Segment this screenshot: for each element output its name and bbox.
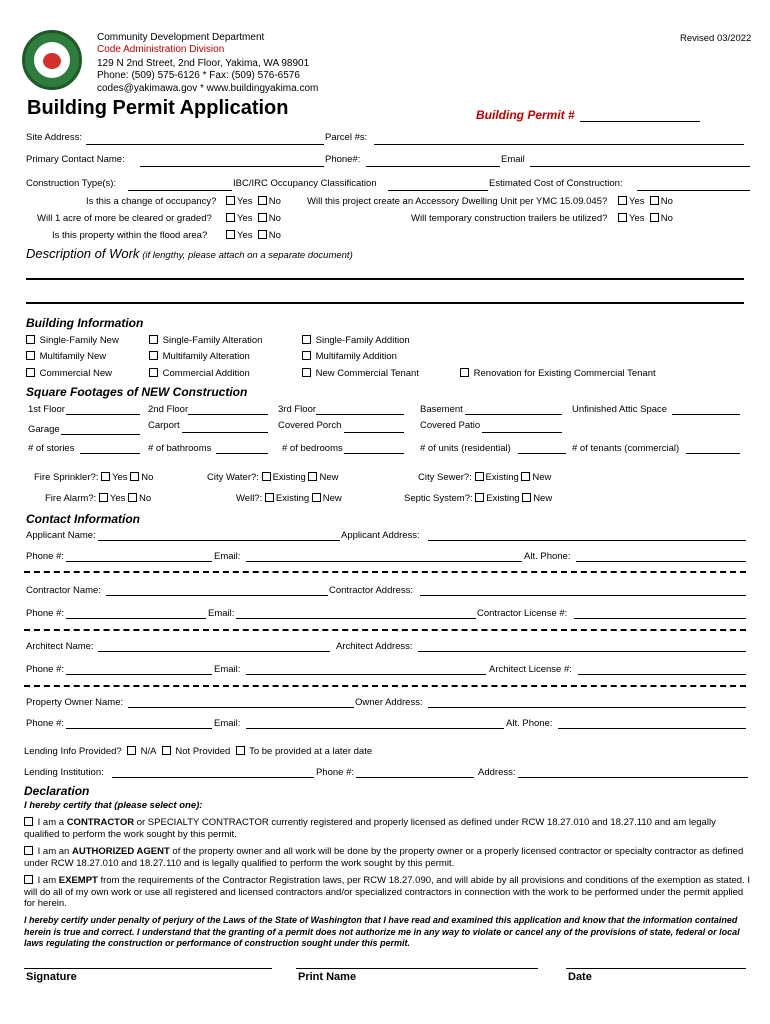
option-commercial-addition[interactable]: [149, 368, 250, 379]
contractor-checkbox[interactable]: [24, 817, 33, 826]
city-seal: [22, 30, 82, 90]
owner-name-field[interactable]: [128, 707, 354, 708]
description-line-1[interactable]: [26, 278, 744, 280]
trailers-no-checkbox[interactable]: [650, 213, 659, 222]
no-label: No: [139, 493, 152, 504]
contractor-license-field[interactable]: [574, 618, 746, 619]
owner-address-field[interactable]: [428, 707, 746, 708]
description-note: (if lengthy, please attach on a separate document): [142, 250, 353, 261]
sf-addition-checkbox[interactable]: [302, 335, 311, 344]
later-label: To be provided at a later date: [249, 746, 373, 757]
print-name-field[interactable]: [296, 968, 538, 969]
well-existing-checkbox[interactable]: [265, 493, 274, 502]
carport-field[interactable]: [182, 432, 268, 433]
opt1-keyword: CONTRACTOR: [66, 817, 135, 828]
estimated-cost-label: Estimated Cost of Construction:: [489, 178, 623, 189]
lending-provided-row: [24, 746, 372, 757]
yes-label: Yes: [629, 196, 645, 207]
existing-label: Existing: [272, 472, 306, 483]
architect-address-label: Architect Address:: [336, 641, 413, 652]
dept-address: 129 N 2nd Street, 2nd Floor, Yakima, WA 98901: [97, 58, 310, 69]
apple-icon: [43, 53, 61, 69]
septic-label: Septic System?:: [404, 493, 473, 504]
contractor-phone-field[interactable]: [66, 618, 206, 619]
flood-area-label: Is this property within the flood area?: [52, 230, 208, 241]
acre-cleared-options: [226, 213, 281, 224]
water-new-checkbox[interactable]: [308, 472, 317, 481]
permit-number-field[interactable]: [580, 121, 700, 122]
fire-alarm-label: Fire Alarm?:: [45, 493, 97, 504]
flood-no-checkbox[interactable]: [258, 230, 267, 239]
site-address-field[interactable]: [86, 144, 324, 145]
contractor-email-label: Email:: [208, 608, 235, 619]
renovation-checkbox[interactable]: [460, 368, 469, 377]
sprinkler-no-checkbox[interactable]: [130, 472, 139, 481]
sf-new-label: Single-Family New: [39, 335, 119, 346]
second-floor-field[interactable]: [188, 414, 268, 415]
no-label: No: [268, 230, 281, 241]
no-label: No: [268, 196, 281, 207]
opt3-prefix: I am: [37, 875, 59, 886]
declaration-option-exempt: [24, 875, 752, 910]
garage-label: Garage: [28, 424, 60, 435]
tenants-label: # of tenants (commercial): [572, 443, 680, 454]
flood-yes-checkbox[interactable]: [226, 230, 235, 239]
primary-contact-label: Primary Contact Name:: [26, 154, 125, 165]
exempt-checkbox[interactable]: [24, 875, 33, 884]
construction-type-field[interactable]: [128, 190, 232, 191]
opt2-keyword: AUTHORIZED AGENT: [71, 846, 170, 857]
first-floor-field[interactable]: [66, 414, 140, 415]
no-label: No: [141, 472, 154, 483]
sewer-existing-checkbox[interactable]: [475, 472, 484, 481]
primary-contact-field[interactable]: [140, 166, 324, 167]
septic-new-checkbox[interactable]: [522, 493, 531, 502]
signature-field[interactable]: [24, 968, 272, 969]
parcel-label: Parcel #s:: [325, 132, 368, 143]
option-commercial-new[interactable]: [26, 368, 112, 379]
covered-patio-field[interactable]: [482, 432, 562, 433]
architect-name-label: Architect Name:: [26, 641, 94, 652]
revised-date: Revised 03/2022: [680, 33, 752, 44]
change-occupancy-no-checkbox[interactable]: [258, 196, 267, 205]
well-new-checkbox[interactable]: [312, 493, 321, 502]
yes-label: Yes: [109, 493, 126, 504]
fire-sprinkler-label: Fire Sprinkler?:: [34, 472, 99, 483]
option-mf-addition[interactable]: [302, 351, 397, 362]
opt1-text: or SPECIALTY CONTRACTOR currently registered and properly licensed as defined under RCW 18.27.010 and 18.27.110 and am legally qualified to perform the work sought by this permit.: [24, 817, 716, 840]
contractor-email-field[interactable]: [236, 618, 476, 619]
applicant-phone-field[interactable]: [66, 561, 212, 562]
contractor-address-label: Contractor Address:: [329, 585, 413, 596]
separator: [24, 685, 746, 687]
architect-name-field[interactable]: [98, 651, 330, 652]
contractor-phone-label: Phone #:: [26, 608, 65, 619]
first-floor-label: 1st Floor: [28, 404, 65, 415]
site-address-label: Site Address:: [26, 132, 82, 143]
basement-field[interactable]: [465, 414, 562, 415]
renovation-label: Renovation for Existing Commercial Tenant: [473, 368, 656, 379]
acre-no-checkbox[interactable]: [258, 213, 267, 222]
basement-label: Basement: [420, 404, 463, 415]
primary-phone-field[interactable]: [366, 166, 500, 167]
second-floor-label: 2nd Floor: [148, 404, 189, 415]
occupancy-class-field[interactable]: [388, 190, 488, 191]
description-line-2[interactable]: [26, 302, 744, 304]
existing-label: Existing: [275, 493, 310, 504]
adu-no-checkbox[interactable]: [650, 196, 659, 205]
applicant-phone-label: Phone #:: [26, 551, 65, 562]
contractor-name-label: Contractor Name:: [26, 585, 101, 596]
fire-sprinkler-row: [34, 472, 153, 483]
change-occupancy-label: Is this a change of occupancy?: [86, 196, 217, 207]
not-provided-label: Not Provided: [175, 746, 231, 757]
lending-institution-field[interactable]: [112, 777, 314, 778]
lending-not-provided-checkbox[interactable]: [162, 746, 171, 755]
dept-email: codes@yakimawa.gov * www.buildingyakima.com: [97, 83, 319, 94]
mf-alteration-label: Multifamily Alteration: [162, 351, 250, 362]
primary-email-field[interactable]: [530, 166, 750, 167]
water-existing-checkbox[interactable]: [262, 472, 271, 481]
garage-field[interactable]: [61, 434, 140, 435]
applicant-email-label: Email:: [214, 551, 241, 562]
contact-title: Contact Information: [26, 512, 140, 526]
contractor-license-label: Contractor License #:: [477, 608, 568, 619]
opt2-prefix: I am an: [37, 846, 72, 857]
option-renovation[interactable]: [460, 368, 656, 379]
lending-later-checkbox[interactable]: [236, 746, 245, 755]
primary-email-label: Email: [501, 154, 525, 165]
third-floor-label: 3rd Floor: [278, 404, 317, 415]
sprinkler-yes-checkbox[interactable]: [101, 472, 110, 481]
separator: [24, 629, 746, 631]
owner-email-field[interactable]: [246, 728, 504, 729]
well-row: [236, 493, 342, 504]
lending-address-field[interactable]: [518, 777, 748, 778]
page-title: Building Permit Application: [27, 97, 289, 119]
mf-new-label: Multifamily New: [39, 351, 107, 362]
sf-addition-label: Single-Family Addition: [315, 335, 410, 346]
commercial-addition-checkbox[interactable]: [149, 368, 158, 377]
separator: [24, 571, 746, 573]
yes-label: Yes: [237, 196, 253, 207]
applicant-email-field[interactable]: [246, 561, 522, 562]
yes-label: Yes: [112, 472, 128, 483]
yes-label: Yes: [629, 213, 645, 224]
architect-license-field[interactable]: [578, 674, 746, 675]
trailers-label: Will temporary construction trailers be utilized?: [411, 213, 608, 224]
septic-row: [404, 493, 552, 504]
acre-yes-checkbox[interactable]: [226, 213, 235, 222]
option-sf-new[interactable]: [26, 335, 119, 346]
alarm-no-checkbox[interactable]: [128, 493, 137, 502]
change-occupancy-options: [226, 196, 281, 207]
flood-area-options: [226, 230, 281, 241]
acre-cleared-label: Will 1 acre of more be cleared or graded?: [37, 213, 212, 224]
adu-label: Will this project create an Accessory Dwelling Unit per YMC 15.09.045?: [307, 196, 608, 207]
new-label: New: [532, 472, 552, 483]
declaration-option-contractor: [24, 817, 752, 840]
date-label: Date: [568, 971, 592, 983]
change-occupancy-yes-checkbox[interactable]: [226, 196, 235, 205]
applicant-address-field[interactable]: [428, 540, 746, 541]
carport-label: Carport: [148, 420, 180, 431]
applicant-address-label: Applicant Address:: [341, 530, 420, 541]
agent-checkbox[interactable]: [24, 846, 33, 855]
opt1-prefix: I am a: [37, 817, 67, 828]
declaration-title: Declaration: [24, 784, 90, 798]
architect-address-field[interactable]: [418, 651, 746, 652]
covered-patio-label: Covered Patio: [420, 420, 481, 431]
occupancy-class-label: IBC/IRC Occupancy Classification: [233, 178, 377, 189]
lending-institution-label: Lending Institution:: [24, 767, 104, 778]
bathrooms-field[interactable]: [216, 453, 268, 454]
architect-email-label: Email:: [214, 664, 241, 675]
covered-porch-field[interactable]: [344, 432, 404, 433]
adu-yes-checkbox[interactable]: [618, 196, 627, 205]
division-name: Code Administration Division: [97, 44, 225, 55]
commercial-new-label: Commercial New: [39, 368, 112, 379]
parcel-field[interactable]: [374, 144, 744, 145]
bedrooms-label: # of bedrooms: [282, 443, 343, 454]
applicant-alt-phone-label: Alt. Phone:: [524, 551, 571, 562]
new-commercial-tenant-checkbox[interactable]: [302, 368, 311, 377]
units-field[interactable]: [518, 453, 566, 454]
na-label: N/A: [140, 746, 157, 757]
building-info-title: Building Information: [26, 316, 144, 330]
new-commercial-tenant-label: New Commercial Tenant: [315, 368, 419, 379]
covered-porch-label: Covered Porch: [278, 420, 342, 431]
alarm-yes-checkbox[interactable]: [99, 493, 108, 502]
lending-address-label: Address:: [478, 767, 516, 778]
owner-alt-phone-field[interactable]: [558, 728, 746, 729]
owner-email-label: Email:: [214, 718, 241, 729]
adu-options: [618, 196, 673, 207]
architect-email-field[interactable]: [246, 674, 486, 675]
existing-label: Existing: [486, 493, 520, 504]
lending-provided-label: Lending Info Provided?: [24, 746, 122, 757]
city-water-row: [207, 472, 338, 483]
city-sewer-label: City Sewer?:: [418, 472, 472, 483]
bedrooms-field[interactable]: [344, 453, 404, 454]
owner-phone-field[interactable]: [66, 728, 212, 729]
stories-label: # of stories: [28, 443, 75, 454]
primary-phone-label: Phone#:: [325, 154, 361, 165]
commercial-new-checkbox[interactable]: [26, 368, 35, 377]
option-mf-alteration[interactable]: [149, 351, 250, 362]
mf-alteration-checkbox[interactable]: [149, 351, 158, 360]
description-title: Description of Work: [26, 246, 140, 261]
no-label: No: [660, 196, 673, 207]
construction-type-label: Construction Type(s):: [26, 178, 117, 189]
attic-label: Unfinished Attic Space: [572, 404, 668, 415]
commercial-addition-label: Commercial Addition: [162, 368, 250, 379]
declaration-option-agent: [24, 846, 752, 869]
option-sf-addition[interactable]: [302, 335, 410, 346]
new-label: New: [533, 493, 553, 504]
yes-label: Yes: [237, 213, 253, 224]
no-label: No: [660, 213, 673, 224]
fire-alarm-row: [45, 493, 151, 504]
trailers-options: [618, 213, 673, 224]
new-label: New: [319, 472, 339, 483]
certify-text: I hereby certify that (please select one):: [24, 800, 203, 811]
applicant-name-field[interactable]: [98, 540, 340, 541]
sf-alteration-label: Single-Family Alteration: [162, 335, 263, 346]
dept-phone: Phone: (509) 575-6126 * Fax: (509) 576-6576: [97, 70, 300, 81]
units-label: # of units (residential): [420, 443, 511, 454]
new-label: New: [322, 493, 342, 504]
city-water-label: City Water?:: [207, 472, 259, 483]
applicant-name-label: Applicant Name:: [26, 530, 96, 541]
opt3-text: from the requirements of the Contractor Registration laws, per RCW 18.27.090, and will abide by all provisions and conditions of the exemption as stated. I will do all of my own work or use all registered and licensed contractors and/or specialized contractors in connection with the work to be performed under the permit applied for herein.: [24, 875, 750, 909]
estimated-cost-field[interactable]: [637, 190, 750, 191]
third-floor-field[interactable]: [316, 414, 404, 415]
trailers-yes-checkbox[interactable]: [618, 213, 627, 222]
mf-addition-label: Multifamily Addition: [315, 351, 397, 362]
city-sewer-row: [418, 472, 551, 483]
well-label: Well?:: [236, 493, 263, 504]
owner-phone-label: Phone #:: [26, 718, 65, 729]
yes-label: Yes: [237, 230, 253, 241]
print-name-label: Print Name: [298, 971, 357, 983]
owner-address-label: Owner Address:: [355, 697, 423, 708]
existing-label: Existing: [485, 472, 519, 483]
opt2-text: of the property owner and all work will be done by the property owner or a properly licensed contractor or specialty contractor as defined under RCW 18.27.010 and 18.27.110 and is legally qualified to perform the work sought by this permit.: [24, 846, 744, 869]
opt3-keyword: EXEMPT: [58, 875, 98, 886]
dept-name: Community Development Department: [97, 32, 265, 43]
option-new-commercial-tenant[interactable]: [302, 368, 419, 379]
no-label: No: [268, 213, 281, 224]
sqft-title: Square Footages of NEW Construction: [26, 385, 248, 399]
septic-existing-checkbox[interactable]: [475, 493, 484, 502]
date-field[interactable]: [566, 968, 746, 969]
owner-alt-phone-label: Alt. Phone:: [506, 718, 553, 729]
contractor-name-field[interactable]: [106, 595, 328, 596]
mf-new-checkbox[interactable]: [26, 351, 35, 360]
lending-phone-field[interactable]: [356, 777, 474, 778]
architect-phone-label: Phone #:: [26, 664, 65, 675]
architect-phone-field[interactable]: [66, 674, 212, 675]
option-mf-new[interactable]: [26, 351, 106, 362]
attic-field[interactable]: [672, 414, 740, 415]
permit-number-label: Building Permit #: [476, 108, 575, 122]
signature-label: Signature: [26, 971, 77, 983]
sf-new-checkbox[interactable]: [26, 335, 35, 344]
description-heading: [26, 246, 353, 261]
lending-na-checkbox[interactable]: [127, 746, 136, 755]
lending-phone-label: Phone #:: [316, 767, 355, 778]
contractor-address-field[interactable]: [420, 595, 746, 596]
applicant-alt-phone-field[interactable]: [576, 561, 746, 562]
penalty-statement: I hereby certify under penalty of perjury of the Laws of the State of Washington that I have read and examined this application and know that the information contained herein is true and correct. I understand that the granting of a permit does not authorize me in any way to violate or cancel any of the provisions of state, federal or local laws regulating the construction or performance of construction sought under this permit.: [24, 915, 740, 948]
owner-name-label: Property Owner Name:: [26, 697, 124, 708]
sf-alteration-checkbox[interactable]: [149, 335, 158, 344]
mf-addition-checkbox[interactable]: [302, 351, 311, 360]
option-sf-alteration[interactable]: [149, 335, 262, 346]
tenants-field[interactable]: [686, 453, 740, 454]
sewer-new-checkbox[interactable]: [521, 472, 530, 481]
bathrooms-label: # of bathrooms: [148, 443, 212, 454]
stories-field[interactable]: [80, 453, 140, 454]
architect-license-label: Architect License #:: [489, 664, 572, 675]
